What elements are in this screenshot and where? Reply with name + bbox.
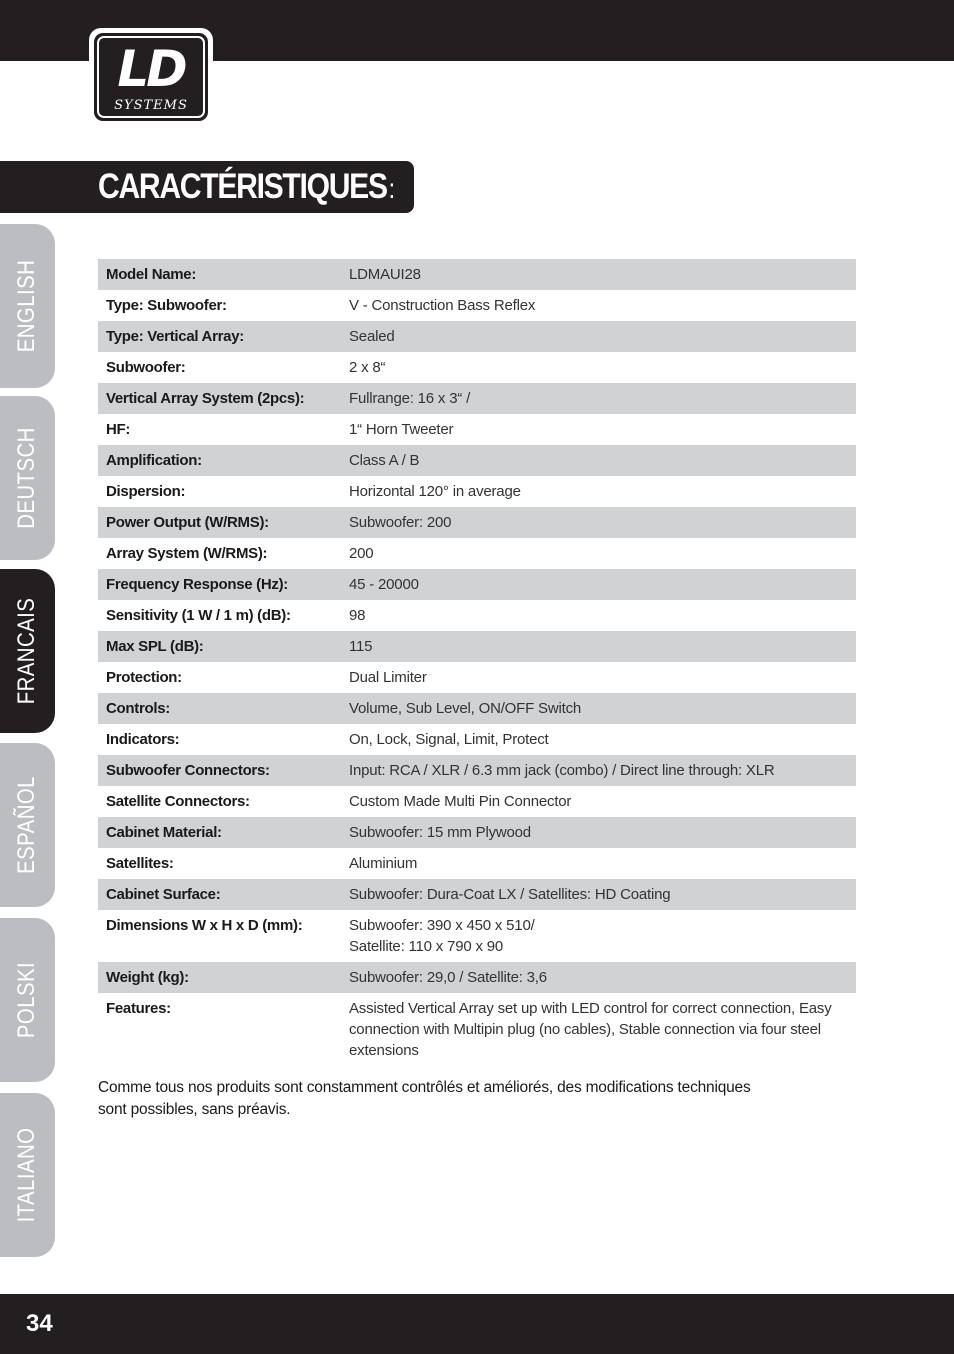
spec-key: Weight (kg): bbox=[98, 962, 341, 993]
logo-brand: LD bbox=[117, 40, 185, 98]
spec-key: Vertical Array System (2pcs): bbox=[98, 383, 341, 414]
spec-value: 45 - 20000 bbox=[341, 569, 856, 600]
spec-value: 115 bbox=[341, 631, 856, 662]
tab-english[interactable] bbox=[0, 224, 55, 388]
tab-francais[interactable] bbox=[0, 569, 55, 733]
spec-value: Subwoofer: 200 bbox=[341, 507, 856, 538]
spec-value: Subwoofer: Dura-Coat LX / Satellites: HD Coating bbox=[341, 879, 856, 910]
spec-value: 2 x 8“ bbox=[349, 359, 386, 376]
tab-label: ESPAÑOL bbox=[13, 776, 40, 874]
tab-polski[interactable] bbox=[0, 918, 55, 1082]
tab-espanol[interactable] bbox=[0, 743, 55, 907]
table-row bbox=[98, 755, 856, 786]
table-row bbox=[98, 662, 856, 693]
spec-value: Input: RCA / XLR / 6.3 mm jack (combo) / Direct line through: XLR bbox=[341, 755, 856, 786]
table-row bbox=[98, 259, 856, 290]
disclaimer-note: Comme tous nos produits sont constamment contrôlés et améliorés, des modifications techniques sont possibles, sans préavis. bbox=[98, 1079, 751, 1118]
table-row bbox=[98, 993, 856, 1066]
spec-key: Max SPL (dB): bbox=[98, 631, 341, 662]
spec-key: Dispersion: bbox=[106, 483, 186, 500]
table-row bbox=[98, 631, 856, 662]
spec-key: Sensitivity (1 W / 1 m) (dB): bbox=[106, 607, 291, 624]
spec-key: Power Output (W/RMS): bbox=[98, 507, 341, 538]
table-row bbox=[98, 383, 856, 414]
tab-deutsch[interactable] bbox=[0, 396, 55, 560]
spec-value: Aluminium bbox=[349, 855, 418, 872]
spec-key: Indicators: bbox=[106, 731, 180, 748]
spec-key: Satellites: bbox=[106, 855, 174, 872]
spec-key: Cabinet Material: bbox=[98, 817, 341, 848]
spec-key: Cabinet Surface: bbox=[98, 879, 341, 910]
table-row bbox=[98, 507, 856, 538]
table-row bbox=[98, 569, 856, 600]
page-title: CARACTÉRISTIQUES: bbox=[98, 167, 396, 206]
spec-value: Subwoofer: 390 x 450 x 510/ Satellite: 110 x 790 x 90 bbox=[349, 917, 535, 955]
specifications-table bbox=[98, 259, 856, 1066]
tab-label: POLSKI bbox=[13, 961, 40, 1039]
table-row bbox=[98, 538, 856, 569]
table-row bbox=[98, 414, 856, 445]
logo-subtitle: SYSTEMS bbox=[114, 98, 188, 113]
ld-systems-logo bbox=[89, 28, 213, 126]
table-row bbox=[98, 817, 856, 848]
section-title-bar bbox=[0, 161, 414, 213]
bottom-bar bbox=[0, 1294, 954, 1354]
spec-value: 200 bbox=[349, 545, 374, 562]
spec-value: Sealed bbox=[341, 321, 856, 352]
spec-value: Subwoofer: 15 mm Plywood bbox=[341, 817, 856, 848]
table-row bbox=[98, 879, 856, 910]
table-row bbox=[98, 290, 856, 321]
spec-key: Amplification: bbox=[98, 445, 341, 476]
spec-key: Satellite Connectors: bbox=[106, 793, 250, 810]
spec-key: Frequency Response (Hz): bbox=[98, 569, 341, 600]
spec-value: Custom Made Multi Pin Connector bbox=[349, 793, 572, 810]
tab-label: FRANCAIS bbox=[13, 597, 40, 705]
tab-italiano[interactable] bbox=[0, 1093, 55, 1257]
spec-key: Subwoofer Connectors: bbox=[98, 755, 341, 786]
spec-value: On, Lock, Signal, Limit, Protect bbox=[349, 731, 549, 748]
table-row bbox=[98, 693, 856, 724]
table-row bbox=[98, 848, 856, 879]
spec-key: Controls: bbox=[98, 693, 341, 724]
tab-label: DEUTSCH bbox=[13, 427, 40, 529]
spec-value: Horizontal 120° in average bbox=[349, 483, 521, 500]
spec-key: Features: bbox=[106, 1000, 171, 1017]
spec-key: Subwoofer: bbox=[106, 359, 186, 376]
spec-key: Type: Vertical Array: bbox=[98, 321, 341, 352]
table-row bbox=[98, 352, 856, 383]
spec-value: V - Construction Bass Reflex bbox=[349, 297, 536, 314]
spec-value: Dual Limiter bbox=[349, 669, 427, 686]
table-row bbox=[98, 910, 856, 962]
table-row bbox=[98, 786, 856, 817]
spec-value: Fullrange: 16 x 3“ / bbox=[341, 383, 856, 414]
spec-value: Subwoofer: 29,0 / Satellite: 3,6 bbox=[341, 962, 856, 993]
spec-value: LDMAUI28 bbox=[341, 259, 856, 290]
spec-key: Array System (W/RMS): bbox=[106, 545, 268, 562]
tab-label: ITALIANO bbox=[13, 1127, 40, 1223]
spec-key: Dimensions W x H x D (mm): bbox=[106, 917, 303, 934]
table-row bbox=[98, 321, 856, 352]
table-row bbox=[98, 724, 856, 755]
spec-key: Model Name: bbox=[98, 259, 341, 290]
spec-value: Assisted Vertical Array set up with LED control for correct connection, Easy connection with Multipin plug (no cables), Stable connection via four steel extensions bbox=[349, 1000, 832, 1059]
spec-value: Volume, Sub Level, ON/OFF Switch bbox=[341, 693, 856, 724]
table-row bbox=[98, 600, 856, 631]
spec-value: Class A / B bbox=[341, 445, 856, 476]
spec-value: 1“ Horn Tweeter bbox=[349, 421, 454, 438]
page-number: 34 bbox=[26, 1310, 53, 1337]
table-row bbox=[98, 445, 856, 476]
table-row bbox=[98, 962, 856, 993]
table-row bbox=[98, 476, 856, 507]
tab-label: ENGLISH bbox=[13, 259, 40, 353]
spec-key: Protection: bbox=[106, 669, 182, 686]
spec-key: Type: Subwoofer: bbox=[106, 297, 227, 314]
spec-key: HF: bbox=[106, 421, 131, 438]
spec-value: 98 bbox=[349, 607, 366, 624]
